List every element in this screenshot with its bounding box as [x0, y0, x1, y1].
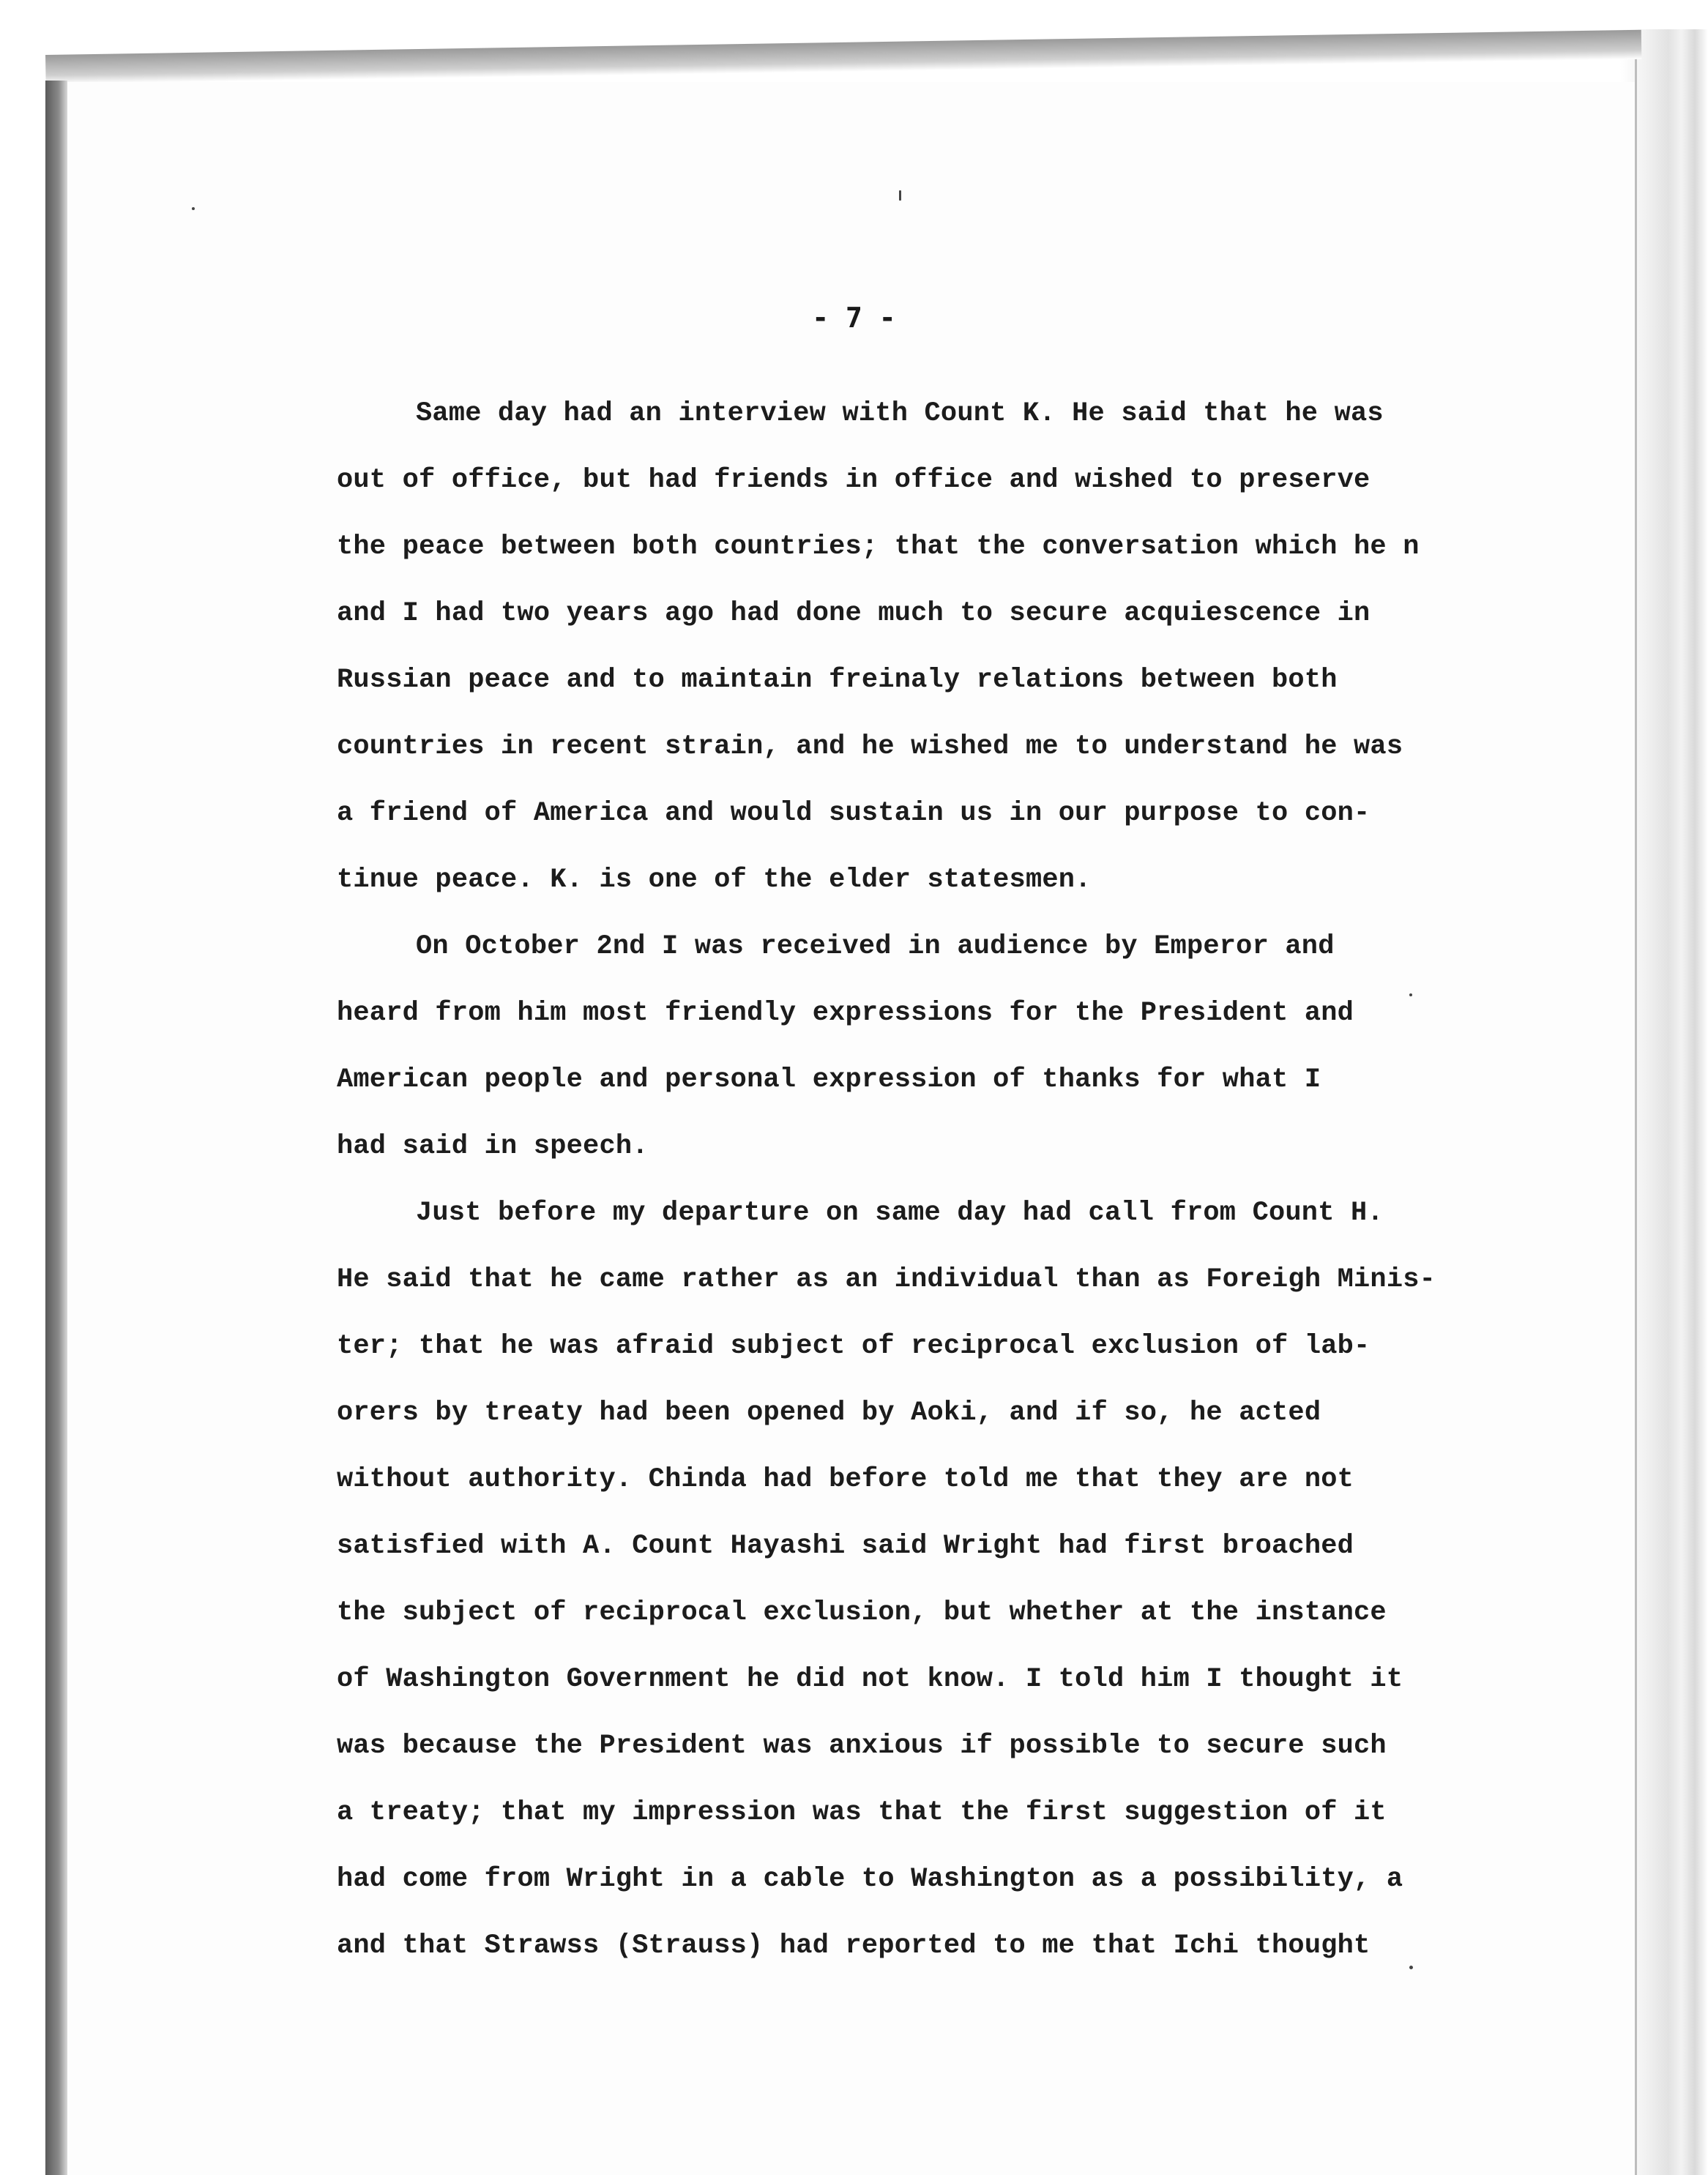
text-line: of Washington Government he did not know. I told him I thought it	[337, 1664, 1403, 1695]
text-line: without authority. Chinda had before told me that they are not	[337, 1464, 1354, 1495]
text-line: On October 2nd I was received in audience by Emperor and	[416, 931, 1335, 962]
text-line: He said that he came rather as an individual than as Foreigh Minis-	[337, 1264, 1436, 1295]
text-line: the peace between both countries; that the conversation which he n	[337, 531, 1420, 562]
text-line: had said in speech.	[337, 1131, 649, 1162]
page-edge-left	[45, 81, 67, 2175]
text-line: a friend of America and would sustain us in our purpose to con-	[337, 798, 1370, 829]
scan-speck	[1409, 1966, 1413, 1969]
text-line: tinue peace. K. is one of the elder statesmen.	[337, 865, 1092, 895]
scan-speck	[192, 207, 195, 210]
text-line: the subject of reciprocal exclusion, but whether at the instance	[337, 1597, 1387, 1628]
scan-speck	[899, 190, 901, 201]
text-line: heard from him most friendly expressions for the President and	[337, 998, 1354, 1029]
text-line: out of office, but had friends in office and wished to preserve	[337, 465, 1370, 496]
text-line: Just before my departure on same day had call from Count H.	[416, 1198, 1384, 1228]
text-line: and I had two years ago had done much to secure acquiescence in	[337, 598, 1370, 629]
text-line: Same day had an interview with Count K. He said that he was	[416, 398, 1384, 429]
page-number: - 7 -	[812, 302, 896, 334]
text-line: countries in recent strain, and he wished me to understand he was	[337, 731, 1403, 762]
scan-speck	[1409, 993, 1412, 996]
text-line: satisfied with A. Count Hayashi said Wright had first broached	[337, 1531, 1354, 1562]
text-line: was because the President was anxious if possible to secure such	[337, 1731, 1387, 1761]
text-line: Russian peace and to maintain freinaly relations between both	[337, 665, 1338, 695]
text-line: and that Strawss (Strauss) had reported to me that Ichi thought	[337, 1930, 1370, 1961]
letter-body	[337, 392, 1436, 1991]
text-line: American people and personal expression of thanks for what I	[337, 1064, 1321, 1095]
text-line: had come from Wright in a cable to Washington as a possibility, a	[337, 1864, 1403, 1895]
text-line: a treaty; that my impression was that the first suggestion of it	[337, 1797, 1387, 1828]
page-edge-right-line	[1635, 44, 1637, 2175]
text-line: orers by treaty had been opened by Aoki, and if so, he acted	[337, 1398, 1321, 1428]
page-edge-top	[45, 30, 1641, 84]
text-line: ter; that he was afraid subject of reciprocal exclusion of lab-	[337, 1331, 1370, 1362]
